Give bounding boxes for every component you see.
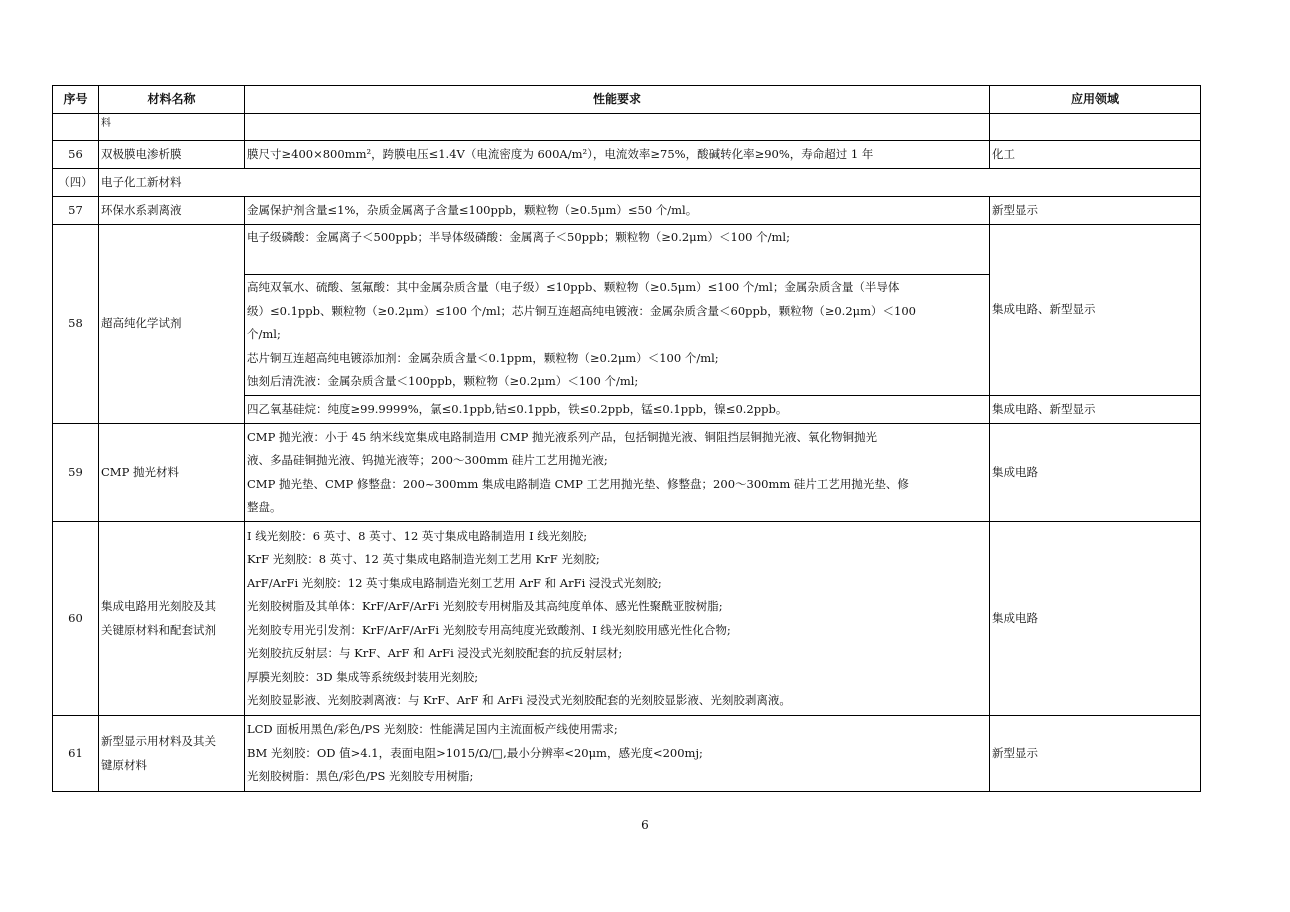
application-field: 集成电路、新型显示 — [990, 396, 1201, 424]
row-number: 61 — [53, 716, 99, 792]
performance-requirement: 金属保护剂含量≤1%，杂质金属离子含量≤100ppb，颗粒物（≥0.5μm）≤50 个/ml。 — [245, 197, 990, 225]
section-row — [53, 169, 1201, 197]
materials-table — [52, 85, 1201, 792]
table-row — [53, 197, 1201, 225]
application-field: 集成电路 — [990, 522, 1201, 716]
material-name: 双极膜电渗析膜 — [99, 141, 245, 169]
header-no: 序号 — [53, 86, 99, 114]
section-number: （四） — [53, 169, 99, 197]
application-field: 新型显示 — [990, 716, 1201, 792]
table-row — [53, 424, 1201, 522]
table-row — [53, 522, 1201, 716]
material-name: 超高纯化学试剂 — [99, 225, 245, 424]
table-row — [53, 225, 1201, 275]
row-number: 57 — [53, 197, 99, 225]
performance-requirement: 高纯双氧水、硫酸、氢氟酸：其中金属杂质含量（电子级）≤10ppb、颗粒物（≥0.5μm）≤100 个/ml；金属杂质含量（半导体 级）≤0.1ppb、颗粒物（≥0.2μm）≤100 个/ml；芯片铜互连超高纯电镀液：金属杂质含量＜60ppb，颗粒物（≥0.2μm）＜100 个/ml; 芯片铜互连超高纯电镀添加剂：金属杂质含量＜0.1ppm，颗粒物（≥0.2μm）＜100 个/ml; 蚀刻后清洗液：金属杂质含量＜100ppb，颗粒物（≥0.2μm）＜100 个/ml; — [245, 275, 990, 396]
application-field: 集成电路 — [990, 424, 1201, 522]
table-header-row — [53, 86, 1201, 114]
material-name: 环保水系剥离液 — [99, 197, 245, 225]
row-number: 56 — [53, 141, 99, 169]
application-field: 化工 — [990, 141, 1201, 169]
performance-requirement: 膜尺寸≥400×800mm²，跨膜电压≤1.4V（电流密度为 600A/m²），电流效率≥75%，酸碱转化率≥90%，寿命超过 1 年 — [245, 141, 990, 169]
header-app: 应用领域 — [990, 86, 1201, 114]
application-field: 集成电路、新型显示 — [990, 225, 1201, 396]
row-number: 60 — [53, 522, 99, 716]
performance-requirement: 四乙氧基硅烷：纯度≥99.9999%，氯≤0.1ppb,钴≤0.1ppb，铁≤0.2ppb，锰≤0.1ppb，镍≤0.2ppb。 — [245, 396, 990, 424]
performance-requirement: CMP 抛光液：小于 45 纳米线宽集成电路制造用 CMP 抛光液系列产品，包括铜抛光液、铜阻挡层铜抛光液、氧化物铜抛光 液、多晶硅铜抛光液、钨抛光液等；200～300mm 硅片工艺用抛光液; CMP 抛光垫、CMP 修整盘：200~300mm 集成电路制造 CMP 工艺用抛光垫、修整盘；200～300mm 硅片工艺用抛光垫、修 整盘。 — [245, 424, 990, 522]
performance-requirement: 电子级磷酸：金属离子＜500ppb；半导体级磷酸：金属离子＜50ppb；颗粒物（≥0.2μm）＜100 个/ml; — [245, 225, 990, 275]
section-title: 电子化工新材料 — [99, 169, 1201, 197]
material-name: 料 — [99, 114, 245, 141]
row-number: 59 — [53, 424, 99, 522]
table-row — [53, 716, 1201, 792]
material-name: 新型显示用材料及其关 键原材料 — [99, 716, 245, 792]
material-name: CMP 抛光材料 — [99, 424, 245, 522]
performance-requirement: I 线光刻胶：6 英寸、8 英寸、12 英寸集成电路制造用 I 线光刻胶; KrF 光刻胶：8 英寸、12 英寸集成电路制造光刻工艺用 KrF 光刻胶; ArF/ArFi 光刻胶：12 英寸集成电路制造光刻工艺用 ArF 和 ArFi 浸没式光刻胶; 光刻胶树脂及其单体：KrF/ArF/ArFi 光刻胶专用树脂及其高纯度单体、感光性聚酰亚胺树脂; 光刻胶专用光引发剂：KrF/ArF/ArFi 光刻胶专用高纯度光致酸剂、I 线光刻胶用感光性化合物; 光刻胶抗反射层：与 KrF、ArF 和 ArFi 浸没式光刻胶配套的抗反射层材; 厚膜光刻胶：3D 集成等系统级封装用光刻胶; 光刻胶显影液、光刻胶剥离液：与 KrF、ArF 和 ArFi 浸没式光刻胶配套的光刻胶显影液、光刻胶剥离液。 — [245, 522, 990, 716]
page-number: 6 — [641, 818, 649, 832]
header-name: 材料名称 — [99, 86, 245, 114]
header-perf: 性能要求 — [245, 86, 990, 114]
table-row — [53, 141, 1201, 169]
performance-requirement: LCD 面板用黑色/彩色/PS 光刻胶：性能满足国内主流面板产线使用需求; BM 光刻胶：OD 值>4.1，表面电阻>1015/Ω/□,最小分辨率<20μm，感光度<200mj; 光刻胶树脂：黑色/彩色/PS 光刻胶专用树脂; — [245, 716, 990, 792]
material-name: 集成电路用光刻胶及其 关键原材料和配套试剂 — [99, 522, 245, 716]
application-field: 新型显示 — [990, 197, 1201, 225]
table-row — [53, 114, 1201, 141]
row-number: 58 — [53, 225, 99, 424]
